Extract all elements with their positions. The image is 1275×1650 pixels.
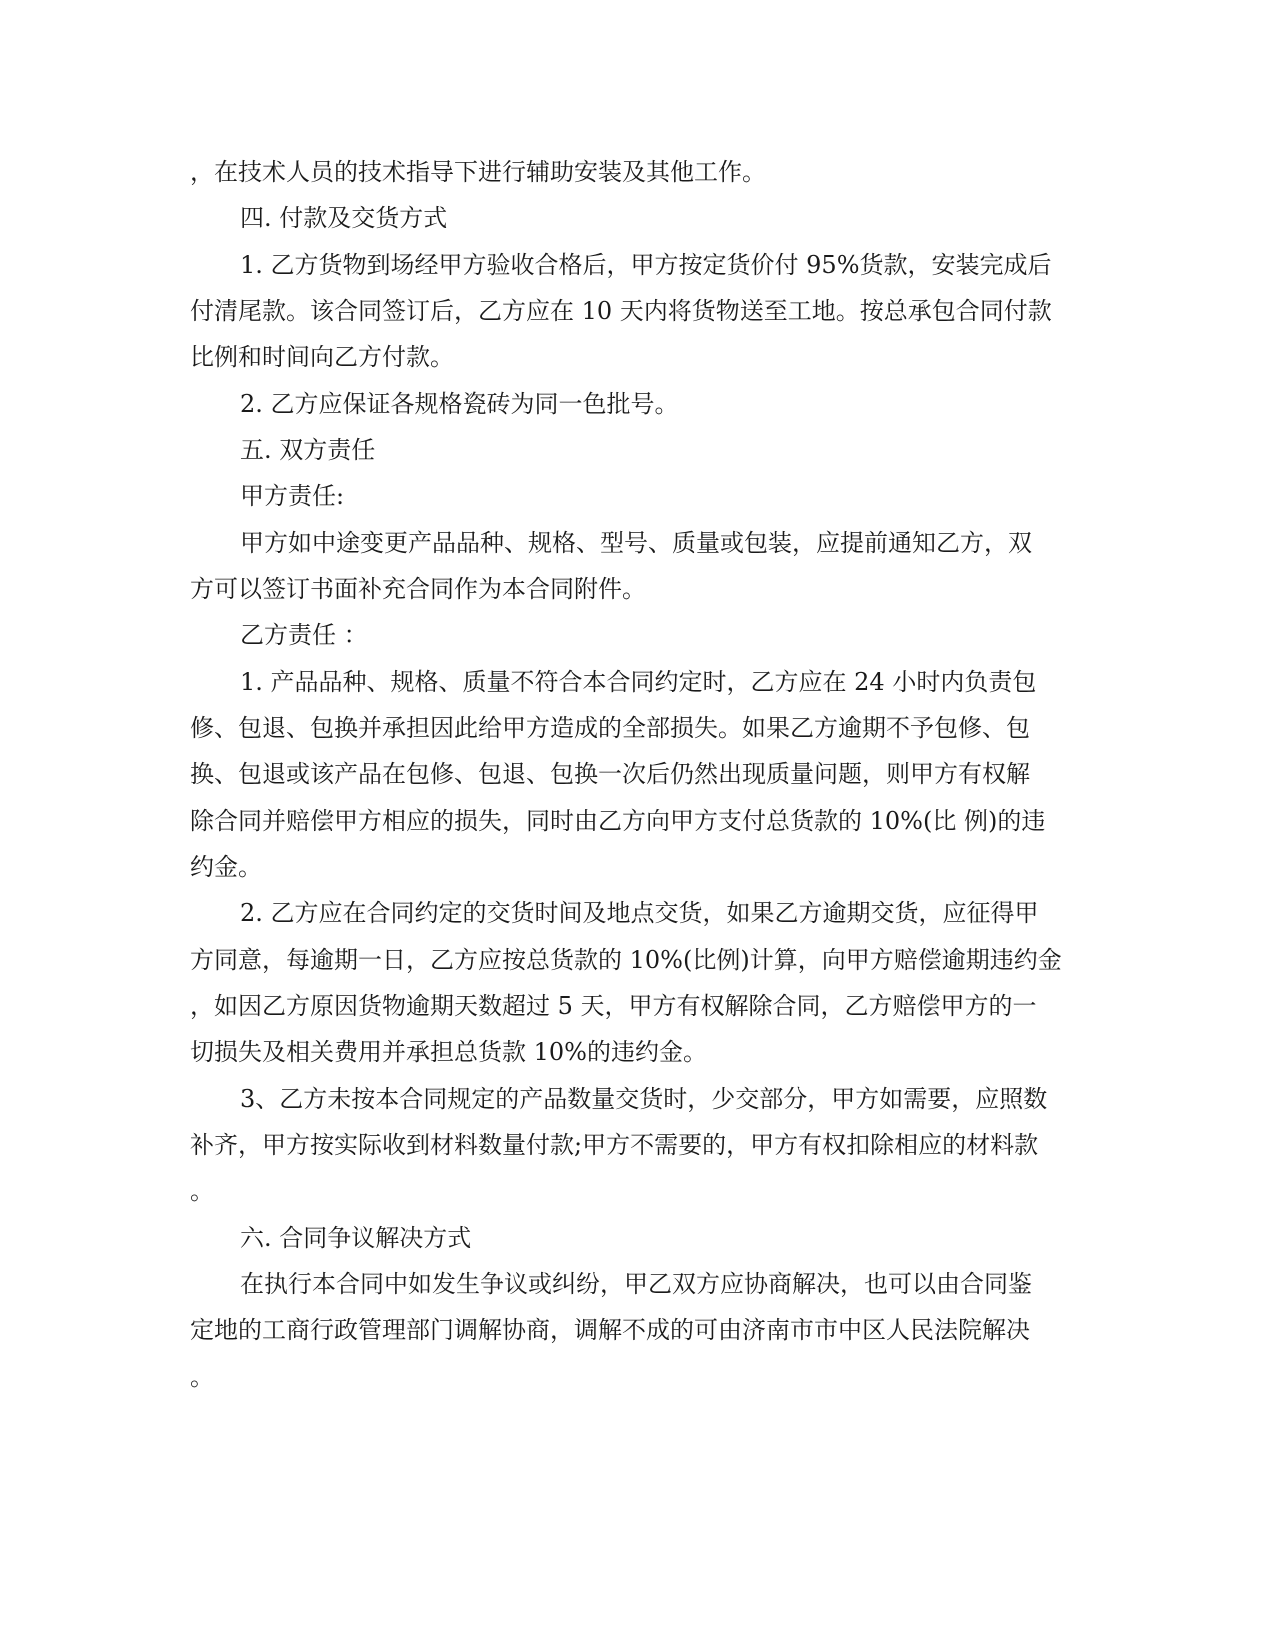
text-line: 补齐，甲方按实际收到材料数量付款;甲方不需要的，甲方有权扣除相应的材料款 [190,1131,1039,1159]
text-line: 甲方如中途变更产品品种、规格、型号、质量或包装，应提前通知乙方，双 [240,529,1032,557]
text-line: 除合同并赔偿甲方相应的损失，同时由乙方向甲方支付总货款的 10%(比 例)的违 [190,807,1046,835]
text-line: 乙方责任 ： [240,621,368,649]
text-line: 2. 乙方应保证各规格瓷砖为同一色批号。 [240,390,679,418]
text-line: ，如因乙方原因货物逾期天数超过 5 天，甲方有权解除合同，乙方赔偿甲方的一 [190,992,1037,1020]
text-line: 比例和时间向乙方付款。 [190,343,454,371]
text-line: 方同意，每逾期一日，乙方应按总货款的 10%(比例)计算，向甲方赔偿逾期违约金 [190,946,1062,974]
text-line: 修、包退、包换并承担因此给甲方造成的全部损失。如果乙方逾期不予包修、包 [190,714,1030,742]
text-line: ，在技术人员的技术指导下进行辅助安装及其他工作。 [190,158,766,186]
text-line: 换、包退或该产品在包修、包退、包换一次后仍然出现质量问题，则甲方有权解 [190,760,1030,788]
text-line: 定地的工商行政管理部门调解协商，调解不成的可由济南市市中区人民法院解决 [190,1316,1030,1344]
section-heading: 六. 合同争议解决方式 [240,1224,472,1252]
text-line: 付清尾款。该合同签订后，乙方应在 10 天内将货物送至工地。按总承包合同付款 [190,297,1052,325]
text-line: 切损失及相关费用并承担总货款 10%的违约金。 [190,1038,707,1066]
text-line: 方可以签订书面补充合同作为本合同附件。 [190,575,646,603]
text-line: 约金。 [190,853,262,881]
text-line: 。 [190,1177,214,1205]
text-line: 1. 乙方货物到场经甲方验收合格后，甲方按定货价付 95%货款，安装完成后 [240,251,1052,279]
text-line: 在执行本合同中如发生争议或纠纷，甲乙双方应协商解决，也可以由合同鉴 [240,1270,1032,1298]
section-heading: 五. 双方责任 [240,436,376,464]
text-line: 。 [190,1363,214,1391]
section-heading: 四. 付款及交货方式 [240,204,448,232]
text-line: 3、乙方未按本合同规定的产品数量交货时，少交部分，甲方如需要，应照数 [240,1085,1048,1113]
text-line: 甲方责任: [240,482,345,510]
text-line: 2. 乙方应在合同约定的交货时间及地点交货，如果乙方逾期交货，应征得甲 [240,899,1039,927]
text-line: 1. 产品品种、规格、质量不符合本合同约定时，乙方应在 24 小时内负责包 [240,668,1037,696]
